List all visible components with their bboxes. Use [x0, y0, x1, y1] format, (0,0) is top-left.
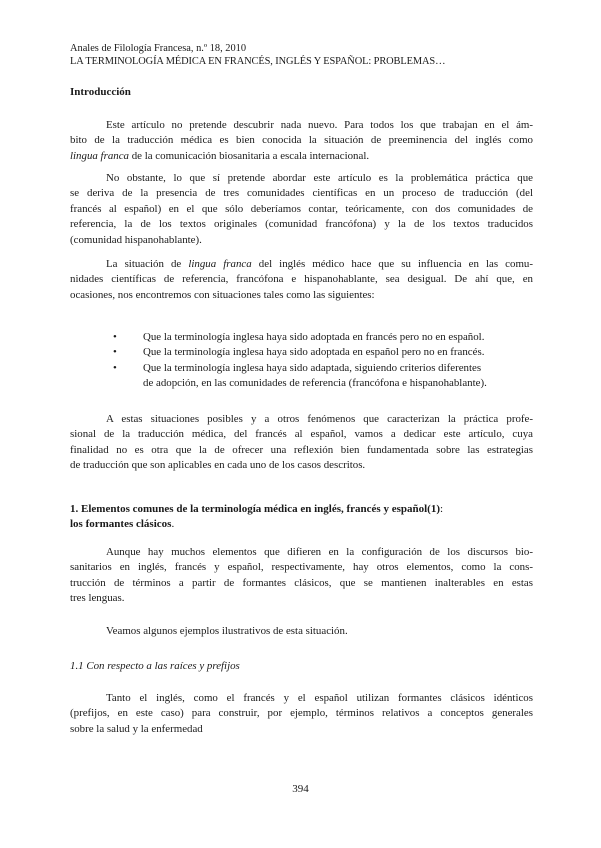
text-line: bito de la traducción médica es bien conocida la situación de preeminencia del inglés como	[70, 134, 533, 147]
subsection-paragraph-1	[70, 691, 533, 737]
text-line: nidades científicas de referencia, francófona e hispanohablante, sea desigual. De ahí que, en	[70, 273, 533, 286]
section-title: Elementos comunes de la terminología médica en inglés, francés y español(1)	[81, 503, 440, 515]
text-line: Este artículo no pretende descubrir nada nuevo. Para todos los que trabajan en el ám-	[106, 119, 533, 131]
intro-paragraph-4	[70, 412, 533, 474]
list-item-text: Que la terminología inglesa haya sido adoptada en español pero no en francés.	[143, 346, 485, 359]
running-head	[70, 42, 445, 68]
page-number: 394	[292, 783, 309, 795]
bullet-icon: •	[113, 331, 117, 343]
text-line: A estas situaciones posibles y a otros fenómenos que caracterizan la práctica profe-	[106, 413, 533, 425]
text-line: tres lenguas.	[70, 592, 125, 605]
text-line: ocasiones, nos encontremos con situaciones tales como las siguientes:	[70, 288, 375, 301]
list-item	[113, 361, 543, 392]
text-line: de traducción que son aplicables en cada uno de los casos descritos.	[70, 459, 366, 472]
text-line: (prefijos, en este caso) para construir, por ejemplo, términos relativos a conceptos generales	[70, 707, 533, 720]
list-item-text-continued: de adopción, en las comunidades de referencia (francófona e hispanohablante).	[143, 377, 487, 390]
text-line: sional de la traducción médica, del francés al español, vamos a dedicar este artículo, cuya	[70, 428, 533, 441]
text-line: Aunque hay muchos elementos que difieren en la configuración de los discursos bio-	[106, 546, 533, 558]
section-title-tail: .	[171, 518, 175, 530]
intro-paragraph-1	[70, 118, 533, 164]
text-span: del inglés médico hace que su influencia en las comu-	[251, 258, 533, 270]
text-line: finalidad no es otra que la de ofrecer una reflexión bien fundamentada sobre las estrategias	[70, 443, 533, 456]
bullet-icon: •	[113, 346, 117, 359]
italic-term: lingua franca	[70, 149, 129, 162]
text-line: sobre la salud y la enfermedad	[70, 722, 203, 735]
list-item	[113, 330, 543, 345]
text-line: trucción de términos a partir de formantes clásicos, que se mantienen inalterables en estas	[70, 576, 533, 589]
journal-citation: Anales de Filología Francesa, n.º 18, 2010	[70, 43, 247, 54]
text-line	[70, 149, 533, 164]
section-heading-line	[70, 517, 443, 532]
text-line: Veamos algunos ejemplos ilustrativos de esta situación.	[106, 625, 348, 637]
bullet-icon: •	[113, 361, 117, 374]
section-1-paragraph-1	[70, 545, 533, 607]
intro-heading: Introducción	[70, 86, 131, 98]
section-1-paragraph-2	[70, 624, 533, 639]
text-line: No obstante, lo que sí pretende abordar este artículo es la problemática práctica que	[106, 172, 533, 184]
text-line: Tanto el inglés, como el francés y el español utilizan formantes clásicos idénticos	[106, 692, 533, 704]
text-line: francés al español) en el que sólo deberíamos contar, teóricamente, con dos comunidades de	[70, 202, 533, 215]
text-line: referencia, la de los textos originales (comunidad francófona) y la de los textos traducidos	[70, 218, 533, 231]
section-title-tail: :	[440, 503, 444, 515]
list-item-text: Que la terminología inglesa haya sido adoptada en francés pero no en español.	[143, 331, 485, 343]
text-span: La situación de	[106, 258, 189, 270]
text-span: de la comunicación biosanitaria a escala internacional.	[129, 149, 370, 162]
subsection-heading: 1.1 Con respecto a las raíces y prefijos	[70, 660, 240, 672]
section-subtitle: los formantes clásicos	[70, 518, 172, 530]
article-running-title: LA TERMINOLOGÍA MÉDICA EN FRANCÉS, INGLÉS Y ESPAÑOL: PROBLEMAS…	[70, 56, 446, 67]
intro-paragraph-2	[70, 171, 533, 248]
bullet-list	[113, 330, 543, 392]
list-item	[113, 345, 543, 360]
italic-term: lingua franca	[188, 258, 252, 270]
intro-paragraph-3	[70, 257, 533, 303]
section-1-heading	[70, 502, 443, 532]
text-line: se deriva de la presencia de tres comunidades científicas en un proceso de traducción (del	[70, 187, 533, 200]
section-number: 1	[70, 503, 76, 515]
section-heading-line: 1. Elementos comunes de la terminología médica en inglés, francés y español(1):	[70, 503, 444, 515]
list-item-text: Que la terminología inglesa haya sido adaptada, siguiendo criterios diferentes	[143, 361, 482, 374]
text-line: (comunidad hispanohablante).	[70, 233, 202, 246]
text-line	[70, 257, 533, 272]
text-line: sanitarios en inglés, francés y español, respectivamente, hay otros elementos, como la cons-	[70, 561, 533, 574]
